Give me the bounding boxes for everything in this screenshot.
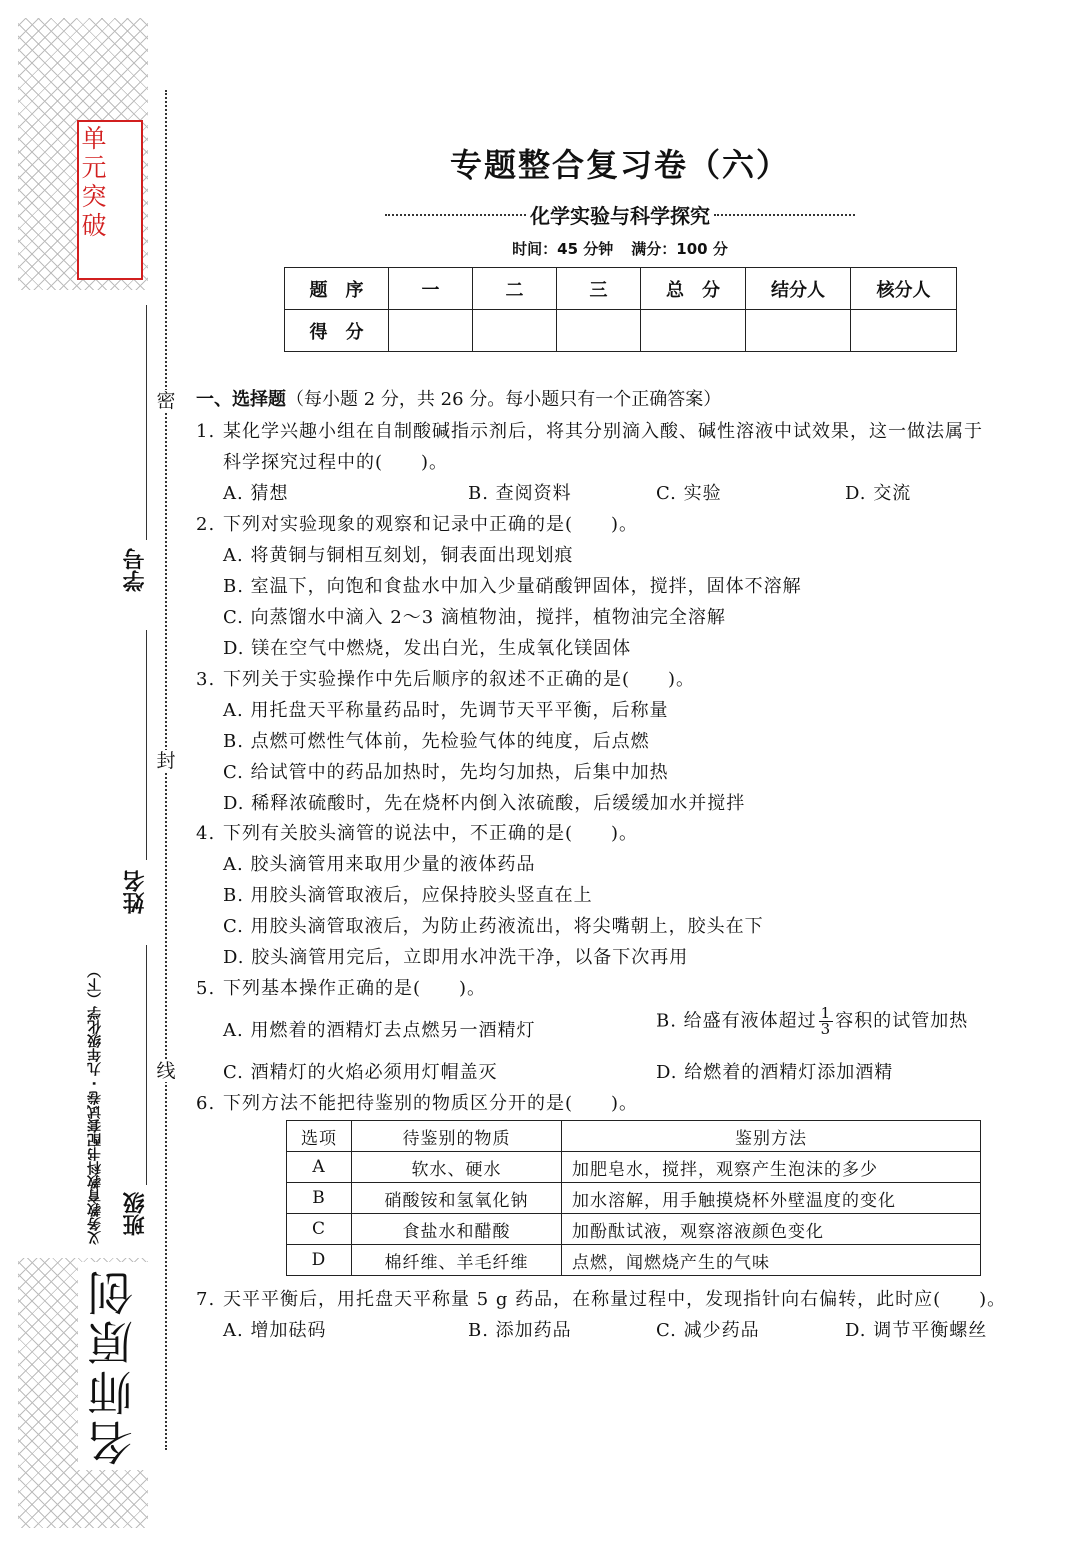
full-score: 满分：100 分 [631,240,728,258]
score-cell [557,310,641,352]
question-text: 某化学兴趣小组在自制酸碱指示剂后，将其分别滴入酸、碱性溶液中试效果，这一做法属于 [223,421,983,442]
class-label: 班级 [123,1192,148,1236]
question-6-stem [196,1089,638,1115]
question-text: 下列方法不能把待鉴别的物质区分开的是( )。 [223,1093,639,1114]
table-row [287,1245,981,1276]
question-text: 下列有关胶头滴管的说法中，不正确的是( )。 [223,823,639,844]
table-header-cell: 鉴别方法 [562,1121,981,1152]
table-cell: 硝酸铵和氢氧化钠 [352,1183,562,1214]
student-no-blank [146,305,147,540]
fraction [819,1006,834,1037]
unit-label: 单元突破 [81,124,107,240]
table-header-row [287,1121,981,1152]
option-tail: 容积的试管加热 [835,1010,969,1032]
option: D. 胶头滴管用完后，立即用水冲洗干净，以备下次再用 [223,947,689,968]
question-number: 1. [196,421,216,442]
option: A. 胶头滴管用来取用少量的液体药品 [223,854,536,875]
table-cell: D [287,1245,352,1276]
table-cell: 点燃，闻燃烧产生的气味 [562,1245,981,1276]
option: D. 镁在空气中燃烧，发出白光，生成氧化镁固体 [223,638,632,659]
score-table-header-row [285,268,957,310]
score-table-score-row [285,310,957,352]
question-5-stem [196,974,486,1000]
option: B. 室温下，向饱和食盐水中加入少量硝酸钾固体，搅拌，固体不溶解 [223,576,802,597]
section-title: 一、选择题 [196,389,286,410]
option: C. 实验 [656,483,722,504]
option: C. 减少药品 [656,1320,760,1341]
table-row [287,1183,981,1214]
option: A. 用燃着的酒精灯去点燃另一酒精灯 [223,1020,536,1041]
option: B. 点燃可燃性气体前，先检验气体的纯度，后点燃 [223,731,650,752]
option: C. 向蒸馏水中滴入 2～3 滴植物油，搅拌，植物油完全溶解 [223,607,726,628]
option: C. 给试管中的药品加热时，先均匀加热，后集中加热 [223,762,669,783]
subtitle-row [385,200,855,229]
question-number: 2. [196,514,216,535]
identification-table [286,1120,981,1276]
score-cell [641,310,746,352]
score-header-cell: 三 [557,268,641,310]
subtitle-dots-left [385,214,526,216]
score-cell [746,310,851,352]
table-row [287,1152,981,1183]
score-row-label: 得 分 [285,310,389,352]
table-cell: 棉纤维、羊毛纤维 [352,1245,562,1276]
seal-char-feng: 封 [156,750,176,772]
score-cell [473,310,557,352]
score-header-cell: 题 序 [285,268,389,310]
question-text: 下列基本操作正确的是( )。 [223,978,487,999]
unit-label-box [77,120,143,280]
question-text: 天平平衡后，用托盘天平称量 5 g 药品，在称量过程中，发现指针向右偏转，此时应( )。 [223,1289,1007,1310]
table-cell: 加酚酞试液，观察溶液颜色变化 [562,1214,981,1245]
question-number: 4. [196,823,216,844]
question-number: 5. [196,978,216,999]
question-1-stem [196,417,983,443]
question-number: 6. [196,1093,216,1114]
option: A. 增加砝码 [223,1320,327,1341]
score-header-cell: 总 分 [641,268,746,310]
table-cell: 加水溶解，用手触摸烧杯外壁温度的变化 [562,1183,981,1214]
table-cell: 加肥皂水，搅拌，观察产生泡沫的多少 [562,1152,981,1183]
score-table [284,267,957,352]
option: B. 查阅资料 [468,483,572,504]
page-title: 专题整合复习卷（六） [449,146,790,184]
score-cell [389,310,473,352]
table-header-cell: 选项 [287,1121,352,1152]
option-b-with-fraction [656,1006,968,1037]
option: A. 用托盘天平称量药品时，先调节天平平衡，后称量 [223,700,669,721]
option: A. 猜想 [223,483,289,504]
seal-char-mi: 密 [156,390,176,412]
option: B. 用胶头滴管取液后，应保持胶头竖直在上 [223,885,593,906]
subtitle-dots-right [714,214,855,216]
exam-info [300,238,940,259]
option: A. 将黄铜与铜相互刻划，铜表面出现划痕 [223,545,574,566]
option: D. 稀释浓硫酸时，先在烧杯内倒入浓硫酸，后缓缓加水并搅拌 [223,793,746,814]
question-text: 下列关于实验操作中先后顺序的叙述不正确的是( )。 [223,669,696,690]
score-header-cell: 结分人 [746,268,851,310]
option: D. 给燃着的酒精灯添加酒精 [656,1062,894,1083]
option: C. 用胶头滴管取液后，为防止药液流出，将尖嘴朝上，胶头在下 [223,916,764,937]
table-cell: A [287,1152,352,1183]
name-label: 姓名 [123,870,148,914]
score-header-cell: 核分人 [851,268,957,310]
subtitle: 化学实验与科学探究 [530,204,710,228]
section-note: （每小题 2 分，共 26 分。每小题只有一个正确答案） [286,389,722,410]
option: B. 给盛有液体超过 [656,1010,817,1032]
table-header-cell: 待鉴别的物质 [352,1121,562,1152]
fraction-numerator: 1 [820,1004,832,1022]
fraction-denominator: 3 [820,1020,832,1038]
option: D. 调节平衡螺丝 [845,1320,988,1341]
brand-logo: 名师原创 [78,1262,148,1470]
table-cell: C [287,1214,352,1245]
name-blank [146,630,147,860]
score-cell [851,310,957,352]
question-4-stem [196,819,638,845]
option: B. 添加药品 [468,1320,572,1341]
seal-char-xian: 线 [156,1060,176,1082]
student-no-label: 学号 [123,548,148,592]
question-1-stem-cont: 科学探究过程中的( )。 [223,452,449,473]
question-2-stem [196,510,638,536]
option: D. 交流 [845,483,912,504]
series-text: 义务教育教科书配套试卷 · 九年级化学（下） [87,963,103,1245]
table-row [287,1214,981,1245]
score-header-cell: 二 [473,268,557,310]
table-cell: 食盐水和醋酸 [352,1214,562,1245]
option: C. 酒精灯的火焰必须用灯帽盖灭 [223,1062,498,1083]
section-heading [196,385,721,411]
table-cell: B [287,1183,352,1214]
time-limit: 时间：45 分钟 [512,240,614,258]
question-number: 3. [196,669,216,690]
class-blank [146,945,147,1185]
table-cell: 软水、硬水 [352,1152,562,1183]
question-number: 7. [196,1289,216,1310]
question-3-stem [196,665,695,691]
question-text: 下列对实验现象的观察和记录中正确的是( )。 [223,514,639,535]
question-7-stem [196,1285,1006,1311]
score-header-cell: 一 [389,268,473,310]
